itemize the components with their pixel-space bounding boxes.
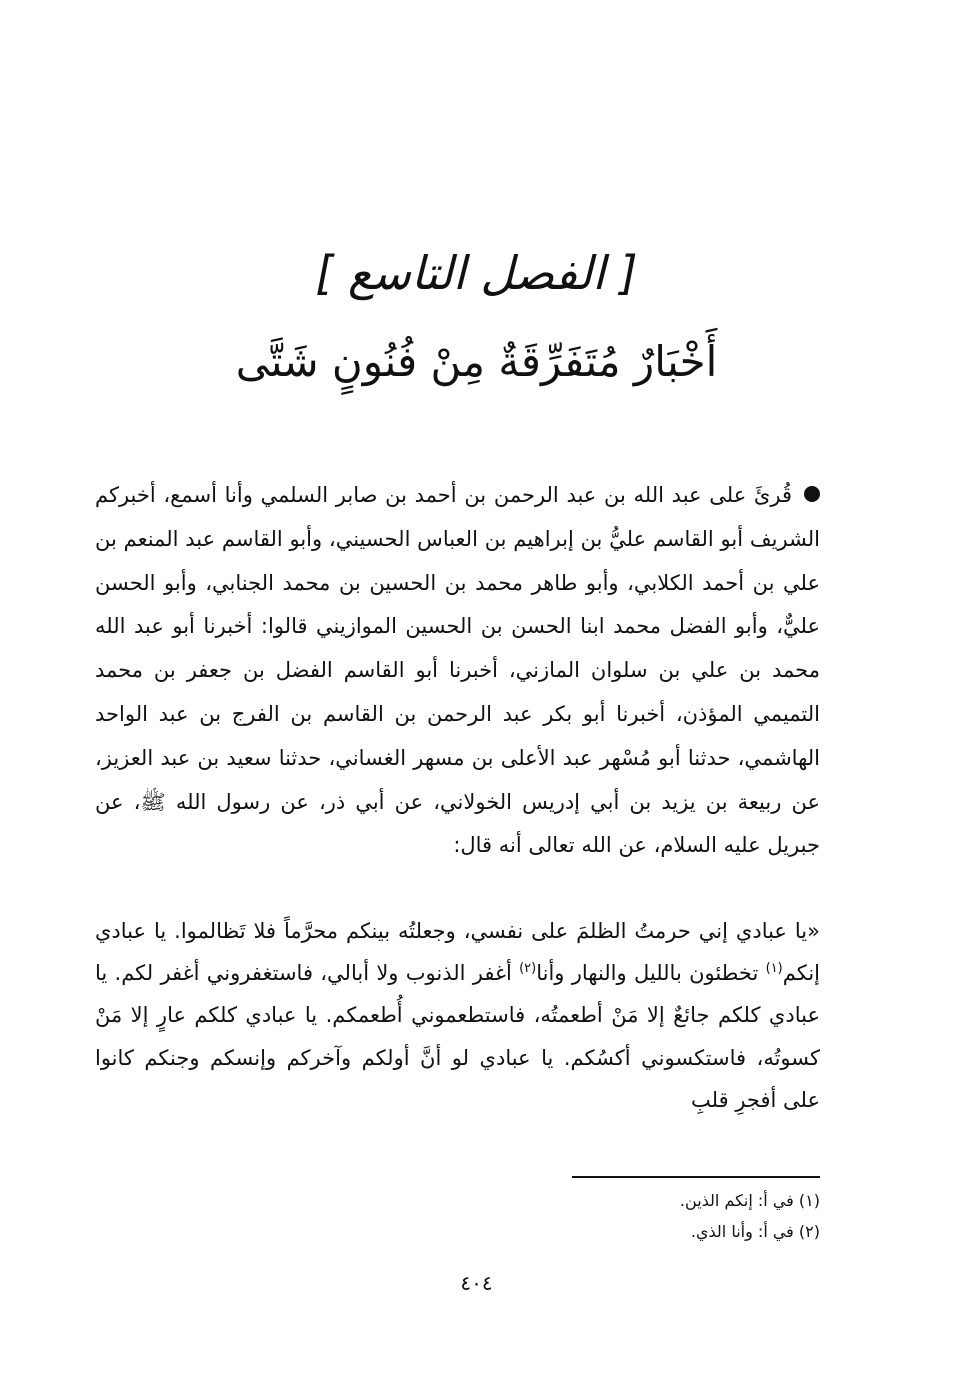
hadith-paragraph	[95, 910, 820, 1121]
footnote-divider	[572, 1176, 820, 1178]
footnotes	[430, 1185, 820, 1247]
footnote-ref-1: (١)	[765, 961, 783, 977]
isnad-text: قُرئَ على عبد الله بن عبد الرحمن بن أحمد بن صابر السلمي وأنا أسمع، أخبركم الشريف أبو القاسم عليُّ بن إبراهيم بن العباس الحسيني، وأبو القاسم عبد المنعم بن علي بن أحمد الكلابي، وأبو طاهر محمد بن الحسين بن محمد الجنابي، وأبو الحسن عليٌّ، وأبو الفضل محمد ابنا الحسن بن الحسين الموازيني قالوا: أخبرنا أبو عبد الله محمد بن علي بن سلوان المازني، أخبرنا أبو القاسم الفضل بن جعفر بن محمد التميمي المؤذن، أخبرنا أبو بكر عبد الرحمن بن القاسم بن الفرج بن عبد الواحد الهاشمي، حدثنا أبو مُسْهر عبد الأعلى بن مسهر الغساني، حدثنا سعيد بن عبد العزيز، عن ربيعة بن يزيد بن أبي إدريس الخولاني، عن أبي ذر، عن رسول الله ﷺ، عن جبريل عليه السلام، عن الله تعالى أنه قال:	[95, 483, 820, 858]
bullet-icon	[804, 486, 820, 502]
footnote-1: (١) في أ: إنكم الذين.	[679, 1191, 820, 1210]
footnote-ref-2: (٢)	[519, 961, 537, 977]
hadith-text-part3: أغفر الذنوب ولا أبالي، فاستغفروني أغفر لكم. يا عبادي كلكم جائعٌ إلا مَنْ أطعمتُه، فاستطعموني أُطعمكم. يا عبادي كلكم عارٍ إلا مَنْ كسوتُه، فاستكسوني أكسُكم. يا عبادي لو أنَّ أولكم وآخركم وإنسكم وجنكم كانوا على أفجرِ قلبِ	[95, 961, 820, 1112]
chapter-subtitle: أَخْبَارٌ مُتَفَرِّقَةٌ مِنْ فُنُونٍ شَتَّى	[235, 337, 718, 386]
isnad-paragraph	[95, 474, 820, 868]
hadith-text-part1: «يا عبادي إني حرمتُ الظلمَ على نفسي، وجعلتُه بينكم محرَّماً فلا تَظالموا. يا عبادي إنكم	[95, 919, 821, 986]
footnote-2: (٢) في أ: وأنا الذي.	[690, 1222, 820, 1241]
chapter-title: [ الفصل التاسع ]	[315, 246, 638, 300]
hadith-text-part2: تخطئون بالليل والنهار وأنا	[536, 961, 766, 986]
page-number: ٤٠٤	[460, 1271, 493, 1295]
